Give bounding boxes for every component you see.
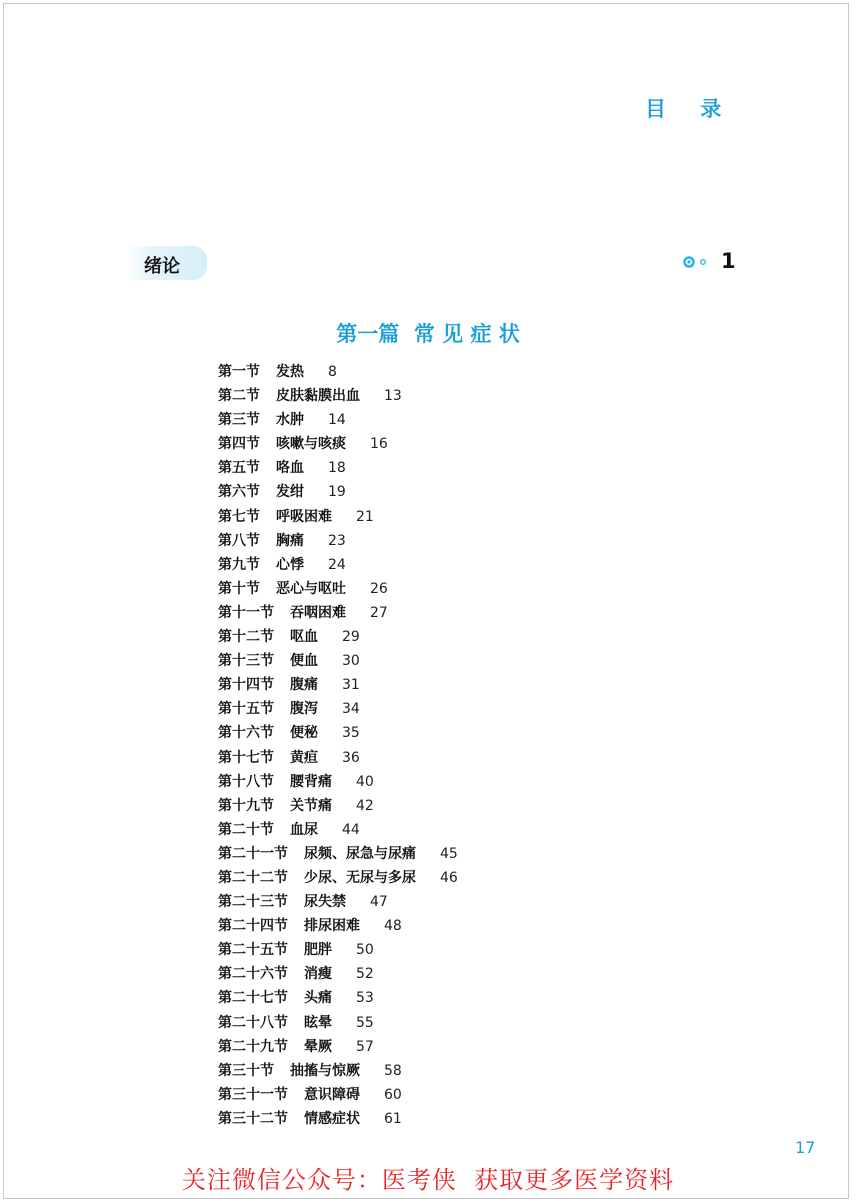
intro-entry-label[interactable]: 绪论 xyxy=(144,256,180,277)
toc-section-title: 恶心与呕吐 xyxy=(276,580,346,597)
toc-entry[interactable] xyxy=(218,866,458,890)
toc-entry[interactable] xyxy=(218,986,458,1010)
toc-section-title: 发热 xyxy=(276,364,304,380)
toc-section-number: 第十三节 xyxy=(218,653,274,670)
toc-page-number: 23 xyxy=(328,532,346,549)
toc-section-title: 吞咽困难 xyxy=(290,604,346,621)
toc-page-number: 13 xyxy=(384,388,402,405)
toc-page-number: 57 xyxy=(356,1038,374,1055)
toc-page-number: 40 xyxy=(356,773,374,790)
toc-page-number: 31 xyxy=(342,677,360,694)
toc-section-title: 头痛 xyxy=(304,990,332,1007)
toc-page-number: 47 xyxy=(370,894,388,911)
toc-section-number: 第二十节 xyxy=(218,821,274,838)
toc-section-title: 水肿 xyxy=(276,412,304,429)
toc-entry[interactable] xyxy=(218,914,458,938)
toc-list xyxy=(218,360,458,1131)
toc-page-number: 24 xyxy=(328,556,346,573)
toc-section-title: 尿频、尿急与尿痛 xyxy=(304,845,416,862)
toc-section-number: 第十七节 xyxy=(218,749,274,766)
toc-entry[interactable] xyxy=(218,938,458,962)
toc-page-number: 46 xyxy=(440,869,458,886)
toc-entry[interactable] xyxy=(218,529,458,553)
toc-section-title: 腰背痛 xyxy=(290,773,332,790)
toc-section-number: 第二十一节 xyxy=(218,845,288,862)
toc-entry[interactable] xyxy=(218,770,458,794)
part-title: 第一篇 常 见 症 状 xyxy=(336,322,520,346)
toc-entry[interactable] xyxy=(218,408,458,432)
toc-section-title: 便秘 xyxy=(290,725,318,742)
toc-section-number: 第一节 xyxy=(218,364,260,380)
toc-entry[interactable] xyxy=(218,384,458,408)
toc-page-number: 30 xyxy=(342,653,360,670)
toc-entry[interactable] xyxy=(218,456,458,480)
toc-section-number: 第四节 xyxy=(218,436,260,453)
toc-section-title: 呕血 xyxy=(290,629,318,646)
toc-page-number: 14 xyxy=(328,412,346,429)
toc-section-number: 第二十三节 xyxy=(218,894,288,911)
toc-section-number: 第二十八节 xyxy=(218,1014,288,1031)
toc-entry[interactable] xyxy=(218,553,458,577)
toc-section-number: 第十节 xyxy=(218,580,260,597)
toc-page-number: 53 xyxy=(356,990,374,1007)
toc-section-title: 胸痛 xyxy=(276,532,304,549)
toc-section-number: 第二十六节 xyxy=(218,966,288,983)
toc-entry[interactable] xyxy=(218,746,458,770)
toc-page-number: 27 xyxy=(370,604,388,621)
toc-section-title: 便血 xyxy=(290,653,318,670)
toc-section-number: 第二十五节 xyxy=(218,942,288,959)
toc-page-number: 18 xyxy=(328,460,346,477)
toc-entry[interactable] xyxy=(218,480,458,504)
toc-section-title: 排尿困难 xyxy=(304,918,360,935)
toc-page-number: 55 xyxy=(356,1014,374,1031)
toc-page-number: 29 xyxy=(342,629,360,646)
toc-entry[interactable] xyxy=(218,625,458,649)
toc-entry[interactable] xyxy=(218,890,458,914)
toc-section-title: 关节痛 xyxy=(290,797,332,814)
toc-entry[interactable] xyxy=(218,794,458,818)
toc-section-title: 皮肤黏膜出血 xyxy=(276,388,360,405)
toc-page-number: 52 xyxy=(356,966,374,983)
toc-section-title: 眩晕 xyxy=(304,1014,332,1031)
toc-page-number: 19 xyxy=(328,484,346,501)
toc-entry[interactable] xyxy=(218,1035,458,1059)
toc-page-number: 60 xyxy=(384,1086,402,1103)
toc-section-title: 肥胖 xyxy=(304,942,332,959)
toc-entry[interactable] xyxy=(218,1083,458,1107)
toc-entry[interactable] xyxy=(218,360,458,384)
toc-page-number: 50 xyxy=(356,942,374,959)
toc-entry[interactable] xyxy=(218,601,458,625)
toc-section-title: 腹泻 xyxy=(290,701,318,718)
toc-entry[interactable] xyxy=(218,673,458,697)
toc-entry[interactable] xyxy=(218,432,458,456)
toc-page-number: 42 xyxy=(356,797,374,814)
toc-section-number: 第二十四节 xyxy=(218,918,288,935)
toc-section-number: 第二十七节 xyxy=(218,990,288,1007)
toc-section-number: 第十八节 xyxy=(218,773,274,790)
toc-page-number: 8 xyxy=(328,364,337,380)
toc-page-number: 48 xyxy=(384,918,402,935)
toc-section-number: 第二节 xyxy=(218,388,260,405)
toc-section-number: 第三十节 xyxy=(218,1062,274,1079)
toc-entry[interactable] xyxy=(218,962,458,986)
toc-page-number: 36 xyxy=(342,749,360,766)
toc-section-title: 尿失禁 xyxy=(304,894,346,911)
toc-section-number: 第七节 xyxy=(218,508,260,525)
toc-page-number: 61 xyxy=(384,1110,402,1127)
toc-page-number: 35 xyxy=(342,725,360,742)
toc-section-number: 第十二节 xyxy=(218,629,274,646)
toc-page-number: 16 xyxy=(370,436,388,453)
toc-section-number: 第十九节 xyxy=(218,797,274,814)
toc-entry[interactable] xyxy=(218,842,458,866)
toc-section-number: 第五节 xyxy=(218,460,260,477)
toc-section-number: 第六节 xyxy=(218,484,260,501)
toc-section-title: 咯血 xyxy=(276,460,304,477)
toc-entry[interactable] xyxy=(218,649,458,673)
toc-section-title: 意识障碍 xyxy=(304,1086,360,1103)
toc-page-number: 58 xyxy=(384,1062,402,1079)
toc-section-number: 第二十二节 xyxy=(218,869,288,886)
toc-section-title: 少尿、无尿与多尿 xyxy=(304,869,416,886)
toc-section-number: 第三十二节 xyxy=(218,1110,288,1127)
toc-section-title: 腹痛 xyxy=(290,677,318,694)
toc-section-title: 抽搐与惊厥 xyxy=(290,1062,360,1079)
toc-entry[interactable] xyxy=(218,697,458,721)
toc-section-number: 第十六节 xyxy=(218,725,274,742)
toc-section-title: 血尿 xyxy=(290,821,318,838)
toc-entry[interactable] xyxy=(218,721,458,745)
toc-entry[interactable] xyxy=(218,818,458,842)
toc-section-number: 第八节 xyxy=(218,532,260,549)
toc-page-number: 21 xyxy=(356,508,374,525)
toc-entry[interactable] xyxy=(218,1011,458,1035)
toc-page-number: 44 xyxy=(342,821,360,838)
page-number: 17 xyxy=(795,1138,816,1157)
toc-section-title: 消瘦 xyxy=(304,966,332,983)
toc-section-title: 咳嗽与咳痰 xyxy=(276,436,346,453)
toc-section-title: 黄疸 xyxy=(290,749,318,766)
watermark-text: 关注微信公众号：医考侠 获取更多医学资料 xyxy=(181,1166,675,1194)
toc-page-number: 26 xyxy=(370,580,388,597)
toc-section-number: 第十一节 xyxy=(218,604,274,621)
toc-page-number: 45 xyxy=(440,845,458,862)
toc-page-number: 34 xyxy=(342,701,360,718)
toc-section-number: 第十四节 xyxy=(218,677,274,694)
page-title: 目 录 xyxy=(645,97,723,121)
toc-section-title: 情感症状 xyxy=(304,1110,360,1127)
toc-section-number: 第三节 xyxy=(218,412,260,429)
toc-section-number: 第三十一节 xyxy=(218,1086,288,1103)
toc-section-number: 第十五节 xyxy=(218,701,274,718)
toc-section-number: 第二十九节 xyxy=(218,1038,288,1055)
toc-entry[interactable] xyxy=(218,577,458,601)
toc-entry[interactable] xyxy=(218,505,458,529)
toc-entry[interactable] xyxy=(218,1059,458,1083)
intro-page-number: 1 xyxy=(721,249,736,273)
toc-section-number: 第九节 xyxy=(218,556,260,573)
toc-entry[interactable] xyxy=(218,1107,458,1131)
toc-section-title: 呼吸困难 xyxy=(276,508,332,525)
toc-section-title: 晕厥 xyxy=(304,1038,332,1055)
toc-section-title: 发绀 xyxy=(276,484,304,501)
double-circle-dots-icon xyxy=(683,255,713,269)
toc-section-title: 心悸 xyxy=(276,556,304,573)
